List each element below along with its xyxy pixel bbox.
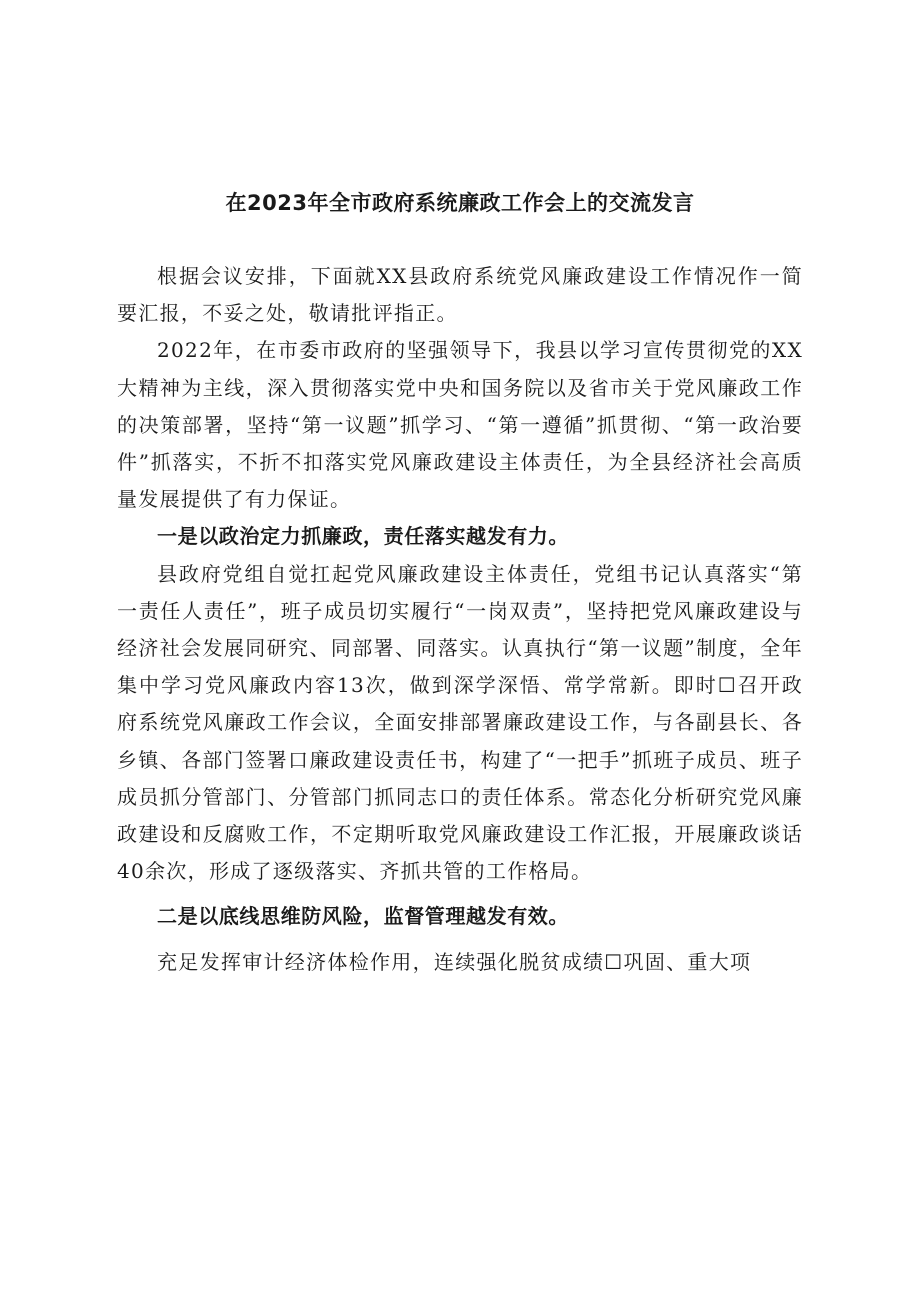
- section-spacer: [117, 890, 803, 898]
- document-body: [117, 258, 803, 981]
- intro-paragraph: 根据会议安排，下面就XX县政府系统党风廉政建设工作情况作一简要汇报，不妥之处，敬请批评指正。: [117, 264, 803, 326]
- overview-paragraph: 2022年，在市委市政府的坚强领导下，我县以学习宣传贯彻党的XX大精神为主线，深入贯彻落实党中央和国务院以及省市关于党风廉政工作的决策部署，坚持“第一议题”抓学习、“第一遵循”抓贯彻、“第一政治要件”抓落实，不折不扣落实党风廉政建设主体责任，为全县经济社会高质量发展提供了有力保证。: [117, 338, 803, 512]
- section-spacer: [117, 936, 803, 944]
- section-paragraph-1: 县政府党组自觉扛起党风廉政建设主体责任，党组书记认真落实“第一责任人责任”，班子成员切实履行“一岗双责”，坚持把党风廉政建设与经济社会发展同研究、同部署、同落实。认真执行“第一议题”制度，全年集中学习党风廉政内容13次，做到深学深悟、常学常新。即时☐召开政府系统党风廉政工作会议，全面安排部署廉政建设工作，与各副县长、各乡镇、各部门签署口廉政建设责任书，构建了“一把手”抓班子成员、班子成员抓分管部门、分管部门抓同志口的责任体系。常态化分析研究党风廉政建设和反腐败工作，不定期听取党风廉政建设工作汇报，开展廉政谈话40余次，形成了逐级落实、齐抓共管的工作格局。: [117, 561, 803, 884]
- section-heading-1: 一是以政治定力抓廉政，责任落实越发有力。: [157, 524, 569, 549]
- section-paragraph-2: 充足发挥审计经济体检作用，连续强化脱贫成绩☐巩固、重大项: [157, 949, 752, 974]
- document-title: 在2023年全市政府系统廉政工作会上的交流发言: [225, 191, 695, 215]
- section-heading-2: 二是以底线思维防风险，监督管理越发有效。: [157, 904, 569, 929]
